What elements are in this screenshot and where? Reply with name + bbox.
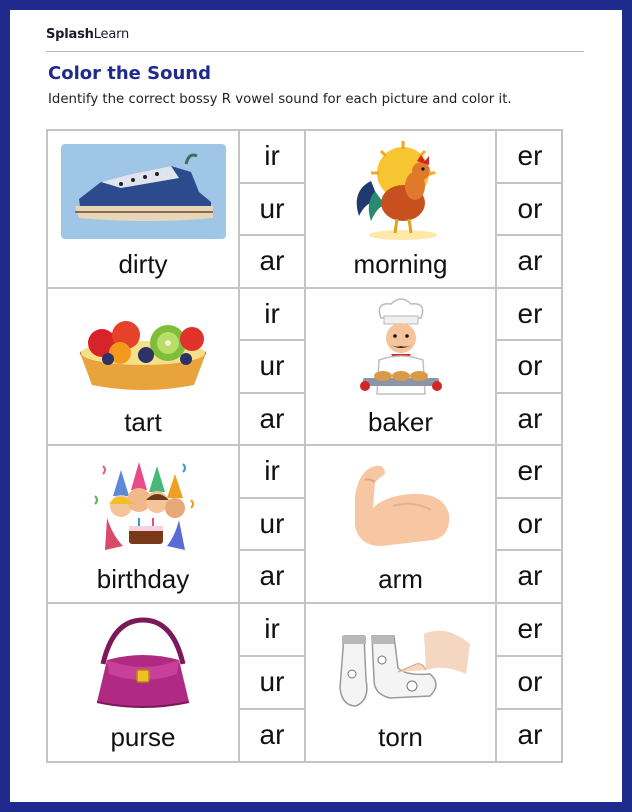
- option-box[interactable]: or: [497, 184, 563, 237]
- word-cell-torn: [306, 604, 497, 762]
- options-arm: [497, 446, 563, 604]
- torn-socks-icon: [316, 614, 486, 714]
- option-box[interactable]: ur: [240, 657, 304, 710]
- word-cell-dirty: [48, 131, 240, 289]
- option-box[interactable]: ir: [240, 604, 304, 657]
- option-box[interactable]: ar: [517, 560, 543, 592]
- baker-icon: [316, 299, 486, 399]
- header-divider: [46, 51, 584, 52]
- birthday-party-icon: [58, 456, 228, 556]
- word-label: arm: [378, 564, 423, 594]
- word-cell-tart: [48, 289, 240, 447]
- rooster-sunrise-icon: [316, 141, 486, 241]
- options-torn: [497, 604, 563, 762]
- options-dirty: [240, 131, 306, 289]
- brand-light: Learn: [93, 27, 130, 42]
- option-box[interactable]: ur: [240, 341, 304, 394]
- purse-icon: [58, 614, 228, 714]
- word-cell-arm: [306, 446, 497, 604]
- option-box[interactable]: ir: [240, 289, 304, 342]
- sneaker-icon: [58, 141, 228, 241]
- brand-logo: [46, 27, 129, 42]
- option-box[interactable]: er: [497, 289, 563, 342]
- option-box[interactable]: ar: [517, 402, 543, 434]
- word-label: baker: [367, 406, 434, 437]
- option-box[interactable]: or: [497, 657, 563, 710]
- option-box[interactable]: er: [497, 446, 563, 499]
- option-box[interactable]: ur: [240, 499, 304, 552]
- word-cell-birthday: [48, 446, 240, 604]
- instructions: Identify the correct bossy R vowel sound for each picture and color it.: [48, 92, 512, 107]
- word-label: tart: [124, 406, 162, 437]
- option-box[interactable]: er: [497, 131, 563, 184]
- option-box[interactable]: ar: [259, 719, 285, 751]
- options-morning: [497, 131, 563, 289]
- word-label: birthday: [96, 564, 190, 594]
- option-box[interactable]: ar: [517, 245, 543, 277]
- option-box[interactable]: or: [497, 499, 563, 552]
- word-cell-baker: [306, 289, 497, 447]
- word-label: torn: [378, 721, 423, 752]
- option-box[interactable]: ir: [240, 446, 304, 499]
- options-birthday: [240, 446, 306, 604]
- worksheet-title: Color the Sound: [48, 63, 211, 84]
- option-box[interactable]: ar: [259, 402, 285, 434]
- brand-bold: Splash: [46, 27, 94, 42]
- option-box[interactable]: ir: [240, 131, 304, 184]
- option-box[interactable]: er: [497, 604, 563, 657]
- option-box[interactable]: or: [497, 341, 563, 394]
- options-tart: [240, 289, 306, 447]
- fruit-tart-icon: [58, 299, 228, 399]
- option-box[interactable]: ar: [517, 719, 543, 751]
- option-box[interactable]: ur: [240, 184, 304, 237]
- option-box[interactable]: ar: [259, 245, 285, 277]
- option-box[interactable]: ar: [259, 560, 285, 592]
- word-label: morning: [353, 249, 448, 279]
- options-baker: [497, 289, 563, 447]
- options-purse: [240, 604, 306, 762]
- word-label: dirty: [118, 249, 168, 279]
- word-label: purse: [110, 721, 176, 752]
- word-cell-purse: [48, 604, 240, 762]
- flexed-arm-icon: [316, 456, 486, 556]
- word-cell-morning: [306, 131, 497, 289]
- exercise-grid: [46, 129, 563, 763]
